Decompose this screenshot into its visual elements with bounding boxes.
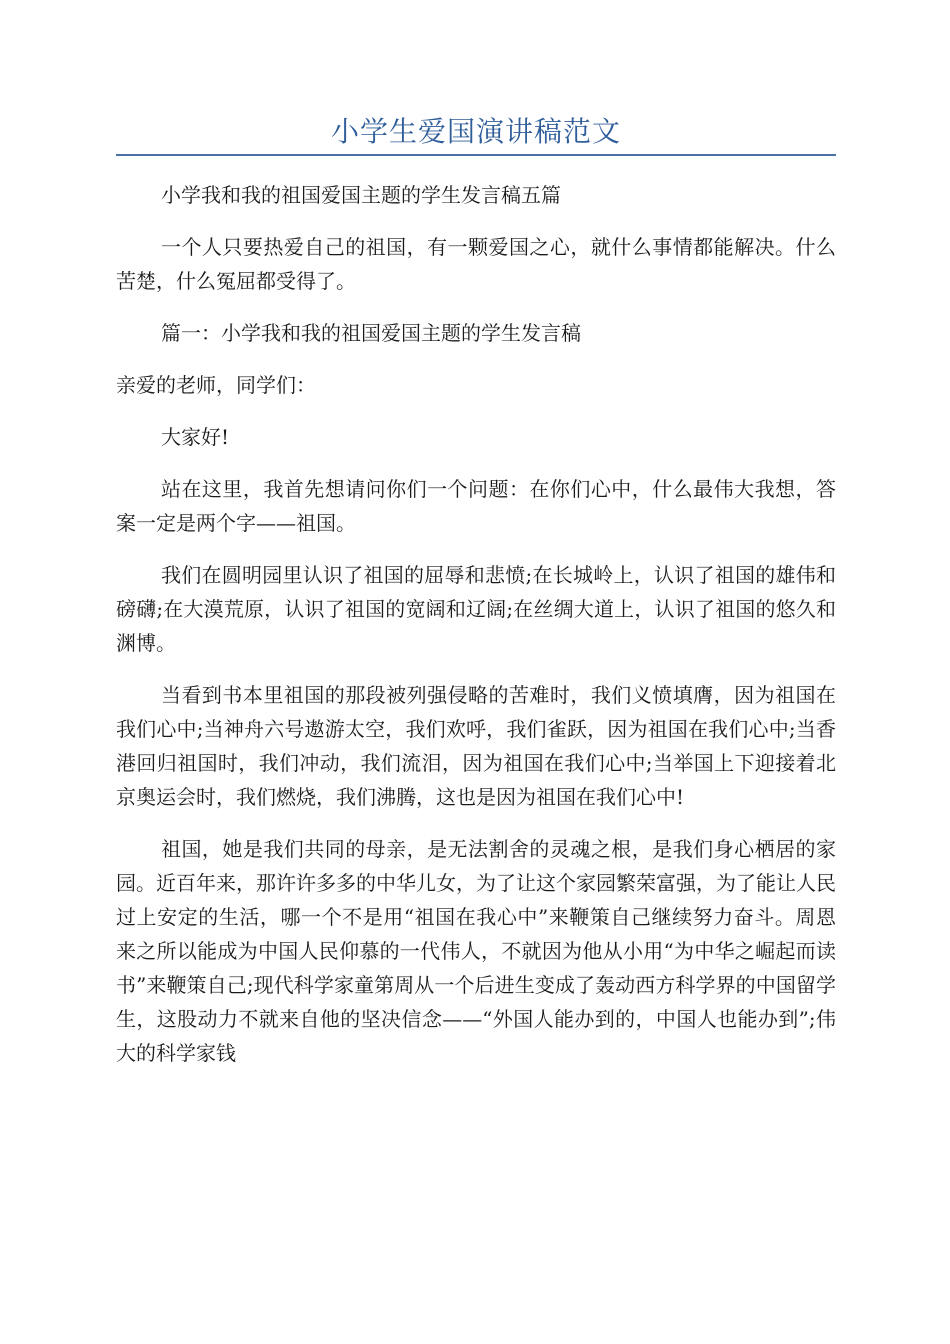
paragraph: 站在这里，我首先想请问你们一个问题：在你们心中，什么最伟大我想，答案一定是两个字——祖国。	[116, 477, 836, 535]
paragraph-salutation: 亲爱的老师，同学们：	[116, 373, 316, 397]
document-title: 小学生爱国演讲稿范文	[330, 115, 621, 148]
document-body	[116, 178, 836, 1088]
paragraph: 我们在圆明园里认识了祖国的屈辱和悲愤;在长城岭上，认识了祖国的雄伟和磅礴;在大漠荒原，认识了祖国的宽阔和辽阔;在丝绸大道上，认识了祖国的悠久和渊博。	[116, 563, 836, 655]
paragraph: 小学我和我的祖国爱国主题的学生发言稿五篇	[161, 183, 561, 207]
paragraph: 篇一：小学我和我的祖国爱国主题的学生发言稿	[161, 321, 581, 345]
title-underline	[116, 154, 836, 156]
paragraph: 当看到书本里祖国的那段被列强侵略的苦难时，我们义愤填膺，因为祖国在我们心中;当神舟六号遨游太空，我们欢呼，我们雀跃，因为祖国在我们心中;当香港回归祖国时，我们冲动，我们流泪，因为祖国在我们心中;当举国上下迎接着北京奥运会时，我们燃烧，我们沸腾，这也是因为祖国在我们心中!	[116, 683, 836, 809]
paragraph-greeting: 大家好!	[161, 425, 230, 449]
paragraph: 一个人只要热爱自己的祖国，有一颗爱国之心，就什么事情都能解决。什么苦楚，什么冤屈都受得了。	[116, 235, 836, 293]
paragraph: 祖国，她是我们共同的母亲，是无法割舍的灵魂之根，是我们身心栖居的家园。近百年来，那许许多多的中华儿女，为了让这个家园繁荣富强，为了能让人民过上安定的生活，哪一个不是用“祖国在我心中”来鞭策自己继续努力奋斗。周恩来之所以能成为中国人民仰慕的一代伟人，不就因为他从小用“为中华之崛起而读书”来鞭策自己;现代科学家童第周从一个后进生变成了轰动西方科学界的中国留学生，这股动力不就来自他的坚决信念——“外国人能办到的，中国人也能办到”;伟大的科学家钱	[116, 837, 836, 1065]
